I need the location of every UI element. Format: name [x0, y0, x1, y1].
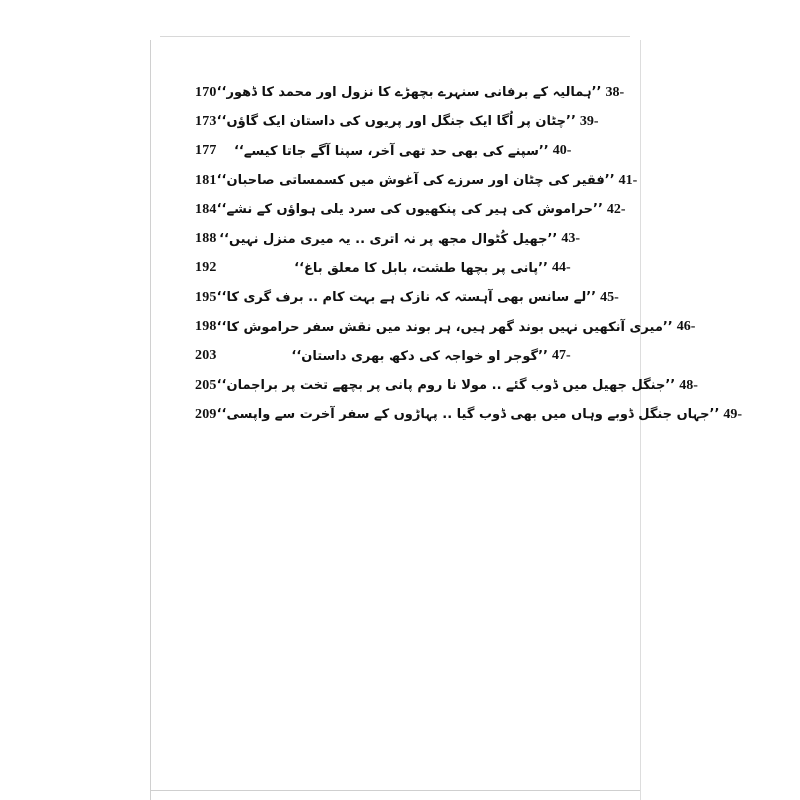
- toc-page-number: 192: [195, 260, 217, 276]
- toc-row: [195, 312, 696, 341]
- toc-entry-number: 45-: [600, 289, 619, 305]
- toc-entry-number: 48-: [679, 377, 698, 393]
- toc-page-number: 173: [195, 113, 217, 129]
- toc-row: [195, 342, 580, 371]
- toc-title: ’’سپنے کی بھی حد تھی آخر، سپنا آگے جاتا کیسے‘‘: [233, 143, 549, 159]
- toc-row: [195, 400, 743, 429]
- toc-entry-number: 38-: [605, 84, 625, 100]
- toc-title: ’’جنگل جھیل میں ڈوب گئے .. مولا نا روم پانی پر بچھے تخت پر براجمان‘‘: [216, 378, 676, 394]
- toc-row: [195, 137, 580, 166]
- toc-title: ’’گوجر او خواجہ کی دکھ بھری داستان‘‘: [291, 348, 548, 364]
- table-of-contents: [195, 78, 743, 430]
- toc-row: [195, 224, 580, 253]
- toc-entry-number: 47-: [552, 348, 571, 364]
- toc-page-number: 198: [195, 319, 217, 335]
- toc-row: [195, 78, 625, 107]
- toc-row: [195, 283, 619, 312]
- toc-page-number: 181: [195, 172, 217, 188]
- toc-entry-number: 40-: [552, 143, 572, 159]
- toc-title: ’’پانی پر بچھا طشت، بابل کا معلق باغ‘‘: [294, 260, 548, 276]
- toc-page-number: 205: [195, 377, 217, 393]
- toc-entry-number: 39-: [579, 113, 599, 129]
- toc-page-number: 177: [195, 143, 217, 159]
- toc-entry-number: 46-: [676, 319, 696, 335]
- toc-row: [195, 107, 599, 136]
- toc-page-number: 209: [195, 406, 217, 422]
- toc-title: ’’میری آنکھیں نہیں بوند گھر ہیں، ہر بوند میں نقش سفر حراموش کا‘‘: [216, 319, 673, 335]
- toc-page-number: 184: [195, 201, 217, 217]
- page-edge-top: [160, 36, 630, 40]
- toc-title: ’’جھیل کُٹوال مجھ پر نہ اتری .. یہ میری منزل نہیں‘‘: [219, 231, 558, 247]
- toc-page-number: 195: [195, 289, 217, 305]
- toc-title: ’’چٹان پر اُگا ایک جنگل اور پریوں کی داستان ایک گاؤں‘‘: [216, 114, 576, 130]
- page-edge-bottom: [150, 790, 640, 795]
- toc-entry-number: 49-: [723, 406, 743, 422]
- toc-title: ’’جہاں جنگل ڈوبے وہاں میں بھی ڈوب گیا .. پہاڑوں کے سفر آخرت سے واپسی‘‘: [216, 407, 720, 423]
- toc-entry-number: 42-: [606, 201, 626, 217]
- toc-entry-number: 44-: [552, 260, 571, 276]
- toc-page-number: 170: [195, 84, 217, 100]
- toc-row: [195, 195, 626, 224]
- toc-title: ’’لے سانس بھی آہستہ کہ نازک ہے بہت کام .. برف گری کا‘‘: [216, 290, 597, 306]
- toc-entry-number: 41-: [618, 172, 638, 188]
- toc-entry-number: 43-: [561, 231, 580, 247]
- page-edge-left: [150, 40, 153, 800]
- toc-page-number: 203: [195, 348, 217, 364]
- toc-row: [195, 371, 698, 400]
- toc-row: [195, 254, 580, 283]
- toc-row: [195, 166, 638, 195]
- toc-title: ’’فقیر کی چٹان اور سرزے کی آغوش میں کسمساتی صاحبان‘‘: [216, 173, 615, 189]
- toc-title: ’’ہمالیہ کے برفانی سنہرے بچھڑے کا نزول اور محمد کا ڈھور‘‘: [216, 85, 602, 101]
- toc-page-number: 188: [195, 231, 217, 247]
- toc-title: ’’حراموش کی ہیر کی پنکھیوں کی سرد یلی ہواؤں کے نشے‘‘: [216, 202, 603, 218]
